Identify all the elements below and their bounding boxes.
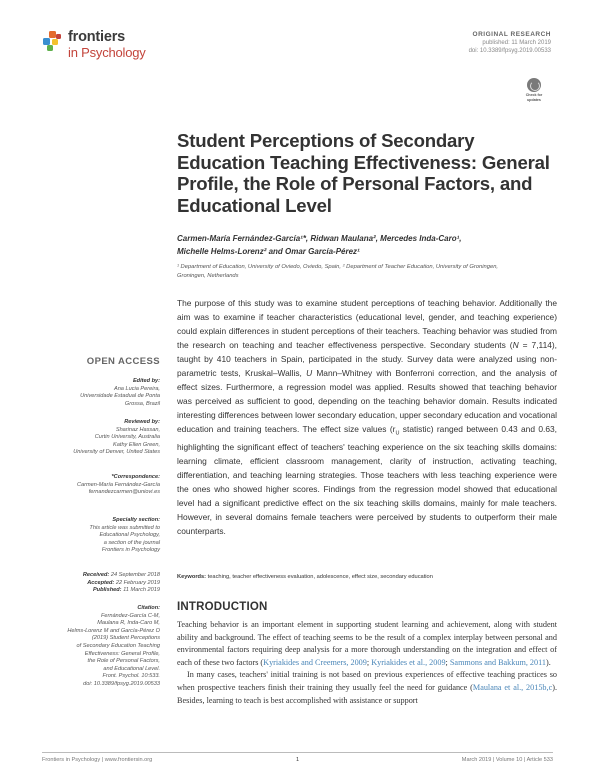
citation-link[interactable]: Kyriakides and Creemers, 2009 [263,657,367,667]
footer-journal-link[interactable]: Frontiers in Psychology | www.frontiersin.org [42,757,153,763]
citation-link[interactable]: Kyriakides et al., 2009 [371,657,446,667]
doi-link[interactable]: doi: 10.3389/fpsyg.2019.00533 [468,48,551,54]
received-label: Received: [82,572,110,578]
published-label: Published: [92,587,122,594]
article-info [331,30,551,55]
reviewer-line: Curtin University, Australia [94,434,160,441]
check-for-updates-badge[interactable] [520,78,548,104]
reviewed-by-block [38,419,160,457]
affiliation-line: Groningen, Netherlands [177,273,239,279]
editor-line: Grossa, Brazil [124,400,160,407]
reviewer-line: University of Denver, United States [73,449,160,456]
edited-by-label: Edited by: [132,378,160,384]
citation-label: Citation: [137,605,160,611]
affiliation-line: ¹ Department of Education, University of Oviedo, Oviedo, Spain, ² Department of Teacher Education, University of Groningen, [177,264,499,270]
specialty-line: This article was submitted to [89,524,160,531]
abstract-text: Mann–Whitney with Bonferroni correction, and the analysis of effect sizes. Furthermore, a regression model was applied. Results showed that teaching behavior was perceived as sufficient to good, depending on the teaching behavior domain. Results indicated interesting differences between lower secondary education, upper secondary education and vocational education and training teachers. The effect size values (r [177,367,557,434]
specialty-label: Specialty section: [112,517,160,523]
paragraph-text: ; [445,657,450,667]
citation-line: the Role of Personal Factors, [87,658,160,665]
footer-divider [42,752,553,753]
check-updates-line2: updates [527,98,541,102]
citation-line: (2019) Student Perceptions [91,635,160,642]
abstract-text: The purpose of this study was to examine student perceptions of teaching behavior. Additionally the aim was to examine if teacher characteristics (educational level, gender, and teaching experience) could explain differences in student perceptions of their teachers. Teaching behavior was studied from the research on teaching and teacher effectiveness perspective. Secondary students ( [177,298,557,350]
check-updates-line1: Check for [525,93,543,97]
published-date: published: 11 March 2019 [482,40,551,46]
abstract-n-symbol: N [512,339,519,350]
citation-line: Effectiveness: General Profile, [84,650,160,657]
paragraph [177,619,557,669]
paragraph-text: ). [546,657,551,667]
keywords [177,573,557,581]
specialty-line: Educational Psychology, [99,532,160,539]
journal-name: in Psychology [68,45,146,60]
reviewed-by-label: Reviewed by: [124,419,160,425]
correspondence-name: Carmen-María Fernández-García [76,481,160,488]
affiliations [177,263,557,281]
paragraph-text: ; [366,657,372,667]
editor-line: Universidade Estadual de Ponta [80,393,160,400]
article-title: Student Perceptions of Secondary Education Teaching Effectiveness: General Profile, the Role of Personal Factors, and Educational Level [177,130,550,216]
citation-block [38,605,160,689]
open-access-label: OPEN ACCESS [86,356,160,367]
citation-line: Fernández-García C-M, [100,612,160,619]
brand-name: frontiers [68,29,126,45]
abstract-text: statistic) ranged between 0.43 and 0.63, highlighting the significant effect of teachers' teaching experience on the six teaching skills domains: learning climate, efficient classroom management, clarity of instruction, activating teaching, differentiation, and teaching learning strategies. Those teachers with less teaching experience were the ones who showed higher scores. Findings from the regression model showed that educational level had a significant predictive effect on the six teaching skills domains, mainly for male teachers. However, in several domains female teachers were perceived by students to outperform their male counterparts. [177,423,557,536]
published-date-sidebar: 11 March 2019 [121,587,160,594]
paragraph [177,669,557,707]
check-updates-icon [527,78,541,92]
correspondence-block [38,474,160,497]
edited-by-block [38,378,160,408]
frontiers-logo [42,26,162,62]
reviewer-line: Sharinaz Hassan, [115,426,160,433]
author-line[interactable]: Carmen-María Fernández-García¹*, Ridwan Maulana², Mercedes Inda-Caro¹, [177,234,462,243]
correspondence-label: *Correspondence: [111,474,160,480]
abstract-subscript: U [395,430,400,437]
author-list [177,232,557,258]
article-type: ORIGINAL RESEARCH [472,31,551,38]
page-number: 1 [295,757,300,763]
accepted-date: 22 February 2019 [114,579,160,586]
citation-link[interactable]: Sammons and Bakkum, 2011 [449,657,546,667]
abstract-text: = 7,114), taught by 410 teachers in Spain, participated in the study. Survey data were analyzed using non-parametric tests, Kruskal–Wallis, [177,339,557,378]
footer-issue-info: March 2019 | Volume 10 | Article 533 [461,757,553,763]
specialty-block [38,517,160,555]
citation-line: Maulana R, Inda-Caro M, [97,620,160,627]
citation-line: Helms-Lorenz M and García-Pérez O [67,627,160,634]
citation-line: and Educational Level. [103,665,160,672]
paragraph-text: ). Besides, learning to teach is best accomplished with assistance or support [177,682,557,705]
paragraph-text: In many cases, teachers' initial training is not based on previous experiences of effective teaching practices so when prospective teachers finish their training they usually feel the need for guidance ( [177,670,557,692]
keywords-text: teaching, teacher effectiveness evaluation, adolescence, effect size, secondary education [206,574,433,580]
editor-line: Ana Lucia Pereira, [113,385,160,392]
citation-link[interactable]: Maulana et al., 2015b,c [472,682,553,692]
citation-doi[interactable]: doi: 10.3389/fpsyg.2019.00533 [83,680,160,687]
correspondence-email[interactable]: fernandezcarmen@uniovi.es [88,489,160,496]
section-heading-introduction: INTRODUCTION [177,601,268,613]
page-footer [42,757,553,767]
dates-block [38,572,160,595]
citation-line: Front. Psychol. 10:533. [102,673,160,680]
abstract [177,297,557,539]
abstract-u-symbol: U [306,367,313,378]
received-date: 24 September 2018 [109,572,160,578]
accepted-label: Accepted: [87,579,115,586]
author-line[interactable]: Michelle Helms-Lorenz² and Omar García-Pérez¹ [177,247,360,256]
reviewer-line: Kathy Ellen Green, [113,441,160,448]
frontiers-logo-icon [42,30,64,52]
specialty-line: a section of the journal [103,539,160,546]
introduction-body [177,619,557,707]
keywords-label: Keywords: [177,574,207,580]
specialty-line: Frontiers in Psychology [101,547,160,554]
paragraph-text: Teaching behavior is an important element in supporting student learning and achievement, along with student ability and background. The effect of teaching seems to be the result of a complex interplay between personal and environmental factors requiring deep analysis for a more thorough understanding on the integration and effect of each of these two factors ( [177,620,557,667]
citation-line: of Secondary Education Teaching [76,642,160,649]
